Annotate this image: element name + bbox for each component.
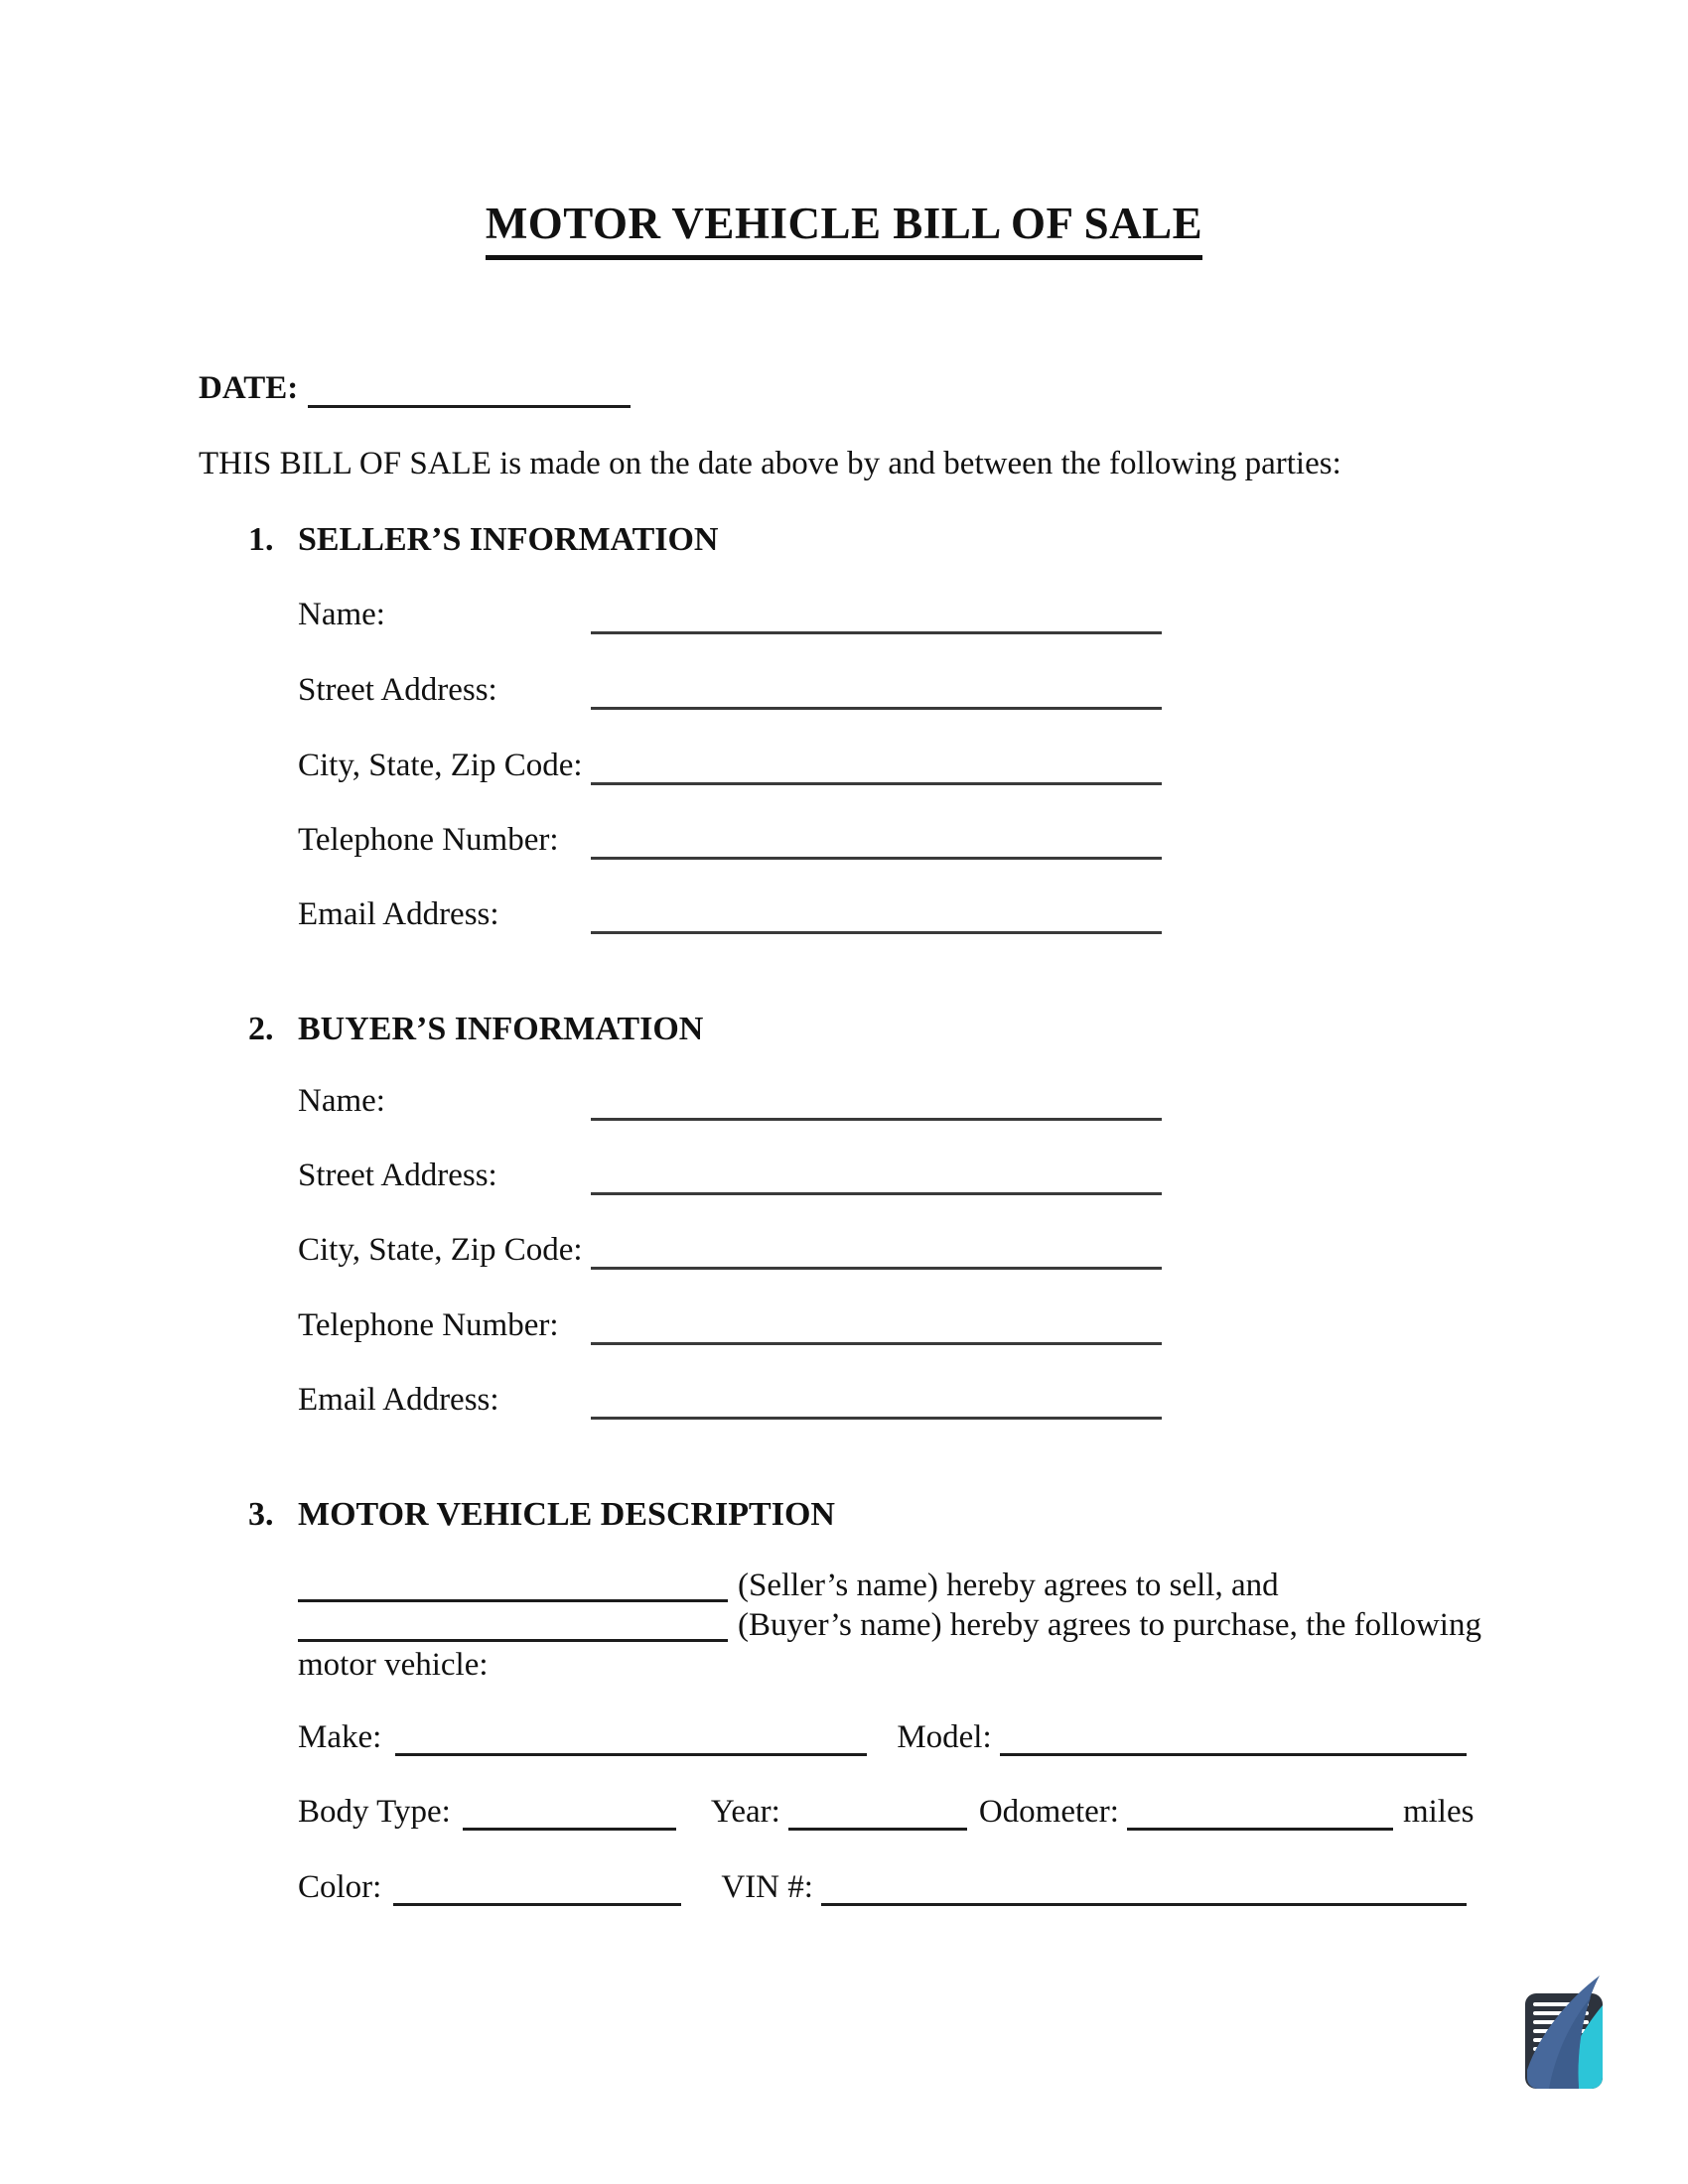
- seller-telephone-input-line[interactable]: [591, 824, 1162, 860]
- section-1-heading: [248, 520, 719, 561]
- make-label: Make:: [298, 1719, 382, 1755]
- section-3-title: MOTOR VEHICLE DESCRIPTION: [298, 1496, 835, 1533]
- buyer-city-state-zip-label: City, State, Zip Code:: [298, 1232, 583, 1268]
- brand-logo-icon: [1519, 1974, 1611, 2095]
- date-row: [199, 369, 631, 409]
- odometer-label: Odometer:: [978, 1794, 1119, 1830]
- odometer-input-line[interactable]: [1127, 1795, 1393, 1831]
- agreement-tail-text: motor vehicle:: [298, 1647, 489, 1683]
- buyer-email-row: [298, 1381, 1162, 1421]
- seller-email-input-line[interactable]: [591, 898, 1162, 934]
- buyer-city-state-zip-input-line[interactable]: [591, 1234, 1162, 1270]
- seller-name-label: Name:: [298, 597, 385, 632]
- seller-name-input-line[interactable]: [591, 599, 1162, 634]
- section-2-heading: [248, 1010, 703, 1050]
- buyer-name-input-line[interactable]: [591, 1085, 1162, 1121]
- buyer-telephone-row: [298, 1306, 1162, 1346]
- intro-text: THIS BILL OF SALE is made on the date above by and between the following parties:: [199, 446, 1341, 481]
- section-2-number: 2.: [248, 1011, 274, 1047]
- seller-city-state-zip-input-line[interactable]: [591, 750, 1162, 785]
- model-label: Model:: [897, 1719, 992, 1755]
- buyer-telephone-label: Telephone Number:: [298, 1307, 559, 1343]
- color-label: Color:: [298, 1869, 382, 1905]
- agreement-seller-text: (Seller’s name) hereby agrees to sell, and: [738, 1568, 1279, 1603]
- body-year-odometer-row: [298, 1793, 1474, 1833]
- seller-street-label: Street Address:: [298, 672, 497, 708]
- buyer-street-row: [298, 1157, 1162, 1196]
- year-label: Year:: [710, 1794, 780, 1830]
- color-input-line[interactable]: [393, 1870, 681, 1906]
- buyer-email-label: Email Address:: [298, 1382, 499, 1418]
- section-3-number: 3.: [248, 1496, 274, 1533]
- seller-street-input-line[interactable]: [591, 674, 1162, 710]
- buyer-street-label: Street Address:: [298, 1158, 497, 1193]
- seller-city-state-zip-row: [298, 747, 1162, 786]
- buyer-city-state-zip-row: [298, 1231, 1162, 1271]
- buyer-street-input-line[interactable]: [591, 1160, 1162, 1195]
- buyer-email-input-line[interactable]: [591, 1384, 1162, 1420]
- buyer-telephone-input-line[interactable]: [591, 1309, 1162, 1345]
- vehicle-agreement-paragraph: [298, 1566, 1499, 1685]
- make-model-row: [298, 1718, 1467, 1758]
- seller-telephone-row: [298, 821, 1162, 861]
- buyer-name-label: Name:: [298, 1083, 385, 1119]
- model-input-line[interactable]: [1000, 1720, 1467, 1756]
- vin-input-line[interactable]: [821, 1870, 1467, 1906]
- buyer-name-row: [298, 1082, 1162, 1122]
- brand-logo: [1519, 1974, 1611, 2095]
- agreement-seller-name-input-line[interactable]: [298, 1567, 728, 1602]
- seller-email-label: Email Address:: [298, 896, 499, 932]
- seller-email-row: [298, 895, 1162, 935]
- section-2-title: BUYER’S INFORMATION: [298, 1011, 704, 1047]
- title-row: [0, 197, 1688, 260]
- seller-city-state-zip-label: City, State, Zip Code:: [298, 748, 583, 783]
- seller-name-row: [298, 596, 1162, 635]
- agreement-buyer-text: (Buyer’s name) hereby agrees to purchase, the following: [738, 1607, 1481, 1643]
- seller-street-row: [298, 671, 1162, 711]
- vin-label: VIN #:: [721, 1869, 813, 1905]
- body-type-label: Body Type:: [298, 1794, 451, 1830]
- section-1-title: SELLER’S INFORMATION: [298, 521, 719, 558]
- section-3-heading: [248, 1495, 835, 1536]
- document-title: MOTOR VEHICLE BILL OF SALE: [486, 197, 1202, 260]
- color-vin-row: [298, 1868, 1467, 1908]
- odometer-unit-label: miles: [1402, 1794, 1475, 1830]
- agreement-buyer-name-input-line[interactable]: [298, 1606, 728, 1642]
- seller-telephone-label: Telephone Number:: [298, 822, 559, 858]
- date-input-line[interactable]: [308, 372, 631, 408]
- year-input-line[interactable]: [788, 1795, 967, 1831]
- body-type-input-line[interactable]: [463, 1795, 676, 1831]
- make-input-line[interactable]: [395, 1720, 867, 1756]
- section-1-number: 1.: [248, 521, 274, 558]
- date-label: DATE:: [199, 370, 299, 406]
